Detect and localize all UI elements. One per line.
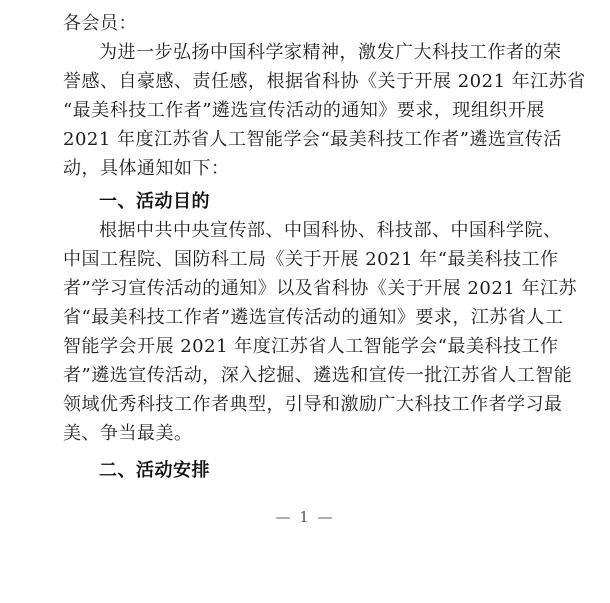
doc-line: 誉感、自豪感、责任感，根据省科协《关于开展 2021 年江苏省 <box>63 71 586 92</box>
notice-body <box>63 9 586 485</box>
doc-line: 动，具体通知如下： <box>63 158 230 179</box>
doc-line: 根据中共中央宣传部、中国科协、科技部、中国科学院、 <box>99 220 562 241</box>
doc-line: 美、争当最美。 <box>63 423 193 444</box>
doc-line: 为进一步弘扬中国科学家精神，激发广大科技工作者的荣 <box>99 42 562 63</box>
doc-line: 中国工程院、国防科工局《关于开展 2021 年“最美科技工作 <box>63 249 559 270</box>
salutation-line: 各会员： <box>63 13 137 34</box>
doc-line: 领域优秀科技工作者典型，引导和激励广大科技工作者学习最 <box>63 394 563 415</box>
doc-line: 智能学会开展 2021 年度江苏省人工智能学会“最美科技工作 <box>63 336 559 357</box>
page-number: — 1 — <box>275 508 335 526</box>
section-heading-activity-arrangement: 二、活动安排 <box>99 460 210 481</box>
doc-line: 者”学习宣传活动的通知》以及省科协《关于开展 2021 年江苏 <box>63 278 577 299</box>
doc-line: “最美科技工作者”遴选宣传活动的通知》要求，现组织开展 <box>63 100 545 121</box>
doc-line: 省“最美科技工作者”遴选宣传活动的通知》要求，江苏省人工 <box>63 307 564 328</box>
doc-line: 者”遴选宣传活动，深入挖掘、遴选和宣传一批江苏省人工智能 <box>63 365 573 386</box>
section-heading-activity-purpose: 一、活动目的 <box>99 191 210 212</box>
doc-line: 2021 年度江苏省人工智能学会“最美科技工作者”遴选宣传活 <box>63 129 562 150</box>
